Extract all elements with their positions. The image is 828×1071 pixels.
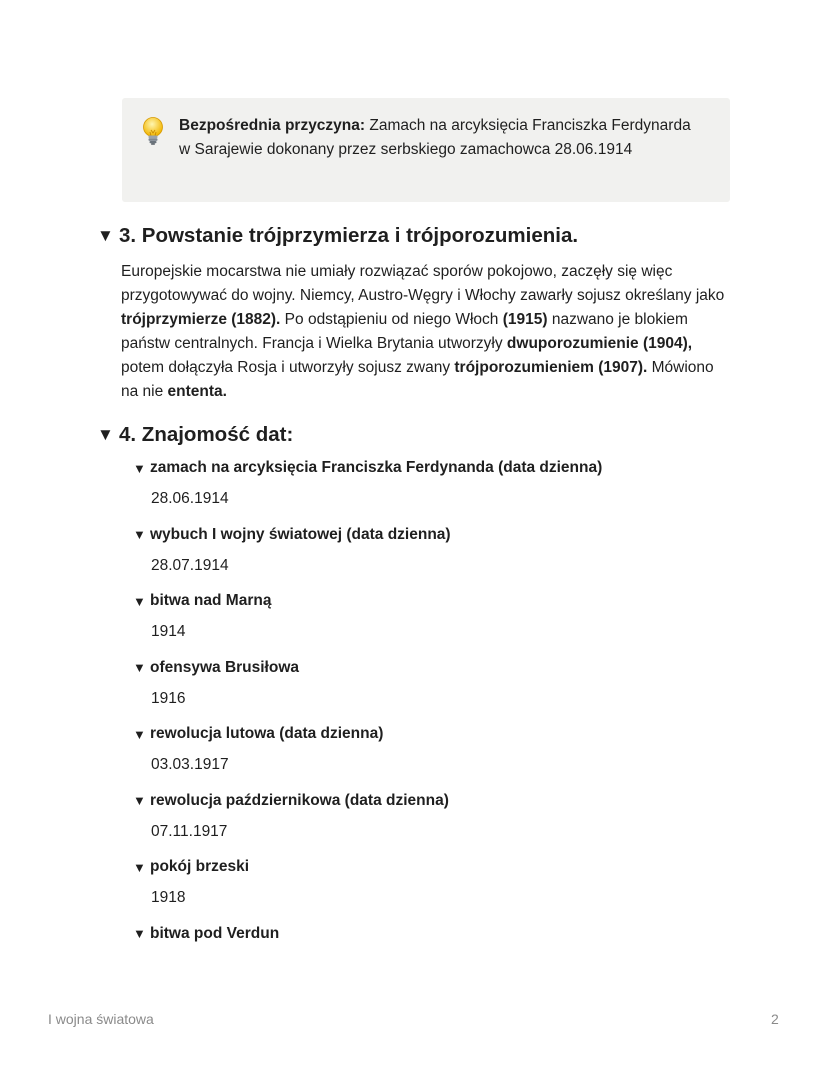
callout-box <box>122 98 730 202</box>
caret-down-icon: ▼ <box>133 926 146 941</box>
callout-text <box>179 114 699 162</box>
section-4-title: 4. Znajomość dat: <box>119 423 294 446</box>
caret-down-icon: ▼ <box>97 226 114 245</box>
lightbulb-icon <box>140 116 166 146</box>
text-bold: trójprzymierze (1882). <box>121 311 281 328</box>
caret-down-icon: ▼ <box>133 793 146 808</box>
caret-down-icon: ▼ <box>133 660 146 675</box>
date-toggle[interactable] <box>133 523 753 547</box>
section-3-toggle[interactable] <box>97 222 747 250</box>
callout-label: Bezpośrednia przyczyna: <box>179 117 366 134</box>
section-4-toggle[interactable] <box>97 421 747 449</box>
section-3 <box>97 222 747 404</box>
caret-down-icon: ▼ <box>133 527 146 542</box>
date-toggle[interactable] <box>133 722 753 746</box>
date-value: 03.03.1917 <box>151 756 229 773</box>
date-value: 1916 <box>151 689 186 707</box>
text-bold: trójporozumieniem (1907). <box>454 359 648 376</box>
list-item <box>133 789 753 856</box>
date-label: bitwa pod Verdun <box>150 924 280 942</box>
date-value: 1918 <box>151 889 186 906</box>
date-value: 28.07.1914 <box>151 556 229 574</box>
footer-title: I wojna światowa <box>48 1011 154 1027</box>
date-label: bitwa nad Marną <box>150 592 272 609</box>
date-toggle[interactable] <box>133 855 753 879</box>
date-value: 07.11.1917 <box>151 822 228 840</box>
date-label: wybuch I wojny światowej (data dzienna) <box>150 525 451 543</box>
list-item <box>133 456 753 523</box>
date-label: zamach na arcyksięcia Franciszka Ferdynanda (data dzienna) <box>150 459 603 476</box>
list-item <box>133 523 753 590</box>
date-toggle[interactable] <box>133 789 753 813</box>
section-3-body <box>121 260 733 404</box>
text-bold: (1915) <box>502 311 548 328</box>
list-item <box>133 589 753 656</box>
page-number: 2 <box>771 1011 779 1027</box>
caret-down-icon: ▼ <box>133 726 146 742</box>
dates-list <box>133 456 753 988</box>
date-toggle[interactable] <box>133 589 753 613</box>
list-item <box>133 722 753 789</box>
date-toggle[interactable] <box>133 656 753 680</box>
date-label: rewolucja październikowa (data dzienna) <box>150 791 449 809</box>
date-toggle[interactable] <box>133 922 753 946</box>
date-value: 1914 <box>151 623 186 640</box>
text-part: Po odstąpieniu od niego Włoch <box>280 311 503 328</box>
callout-body: Zamach na arcyksięcia Franciszka Ferdynarda w Sarajewie dokonany przez serbskiego zamachowca 28.06.1914 <box>179 117 691 158</box>
caret-down-icon: ▼ <box>133 859 146 875</box>
date-label: rewolucja lutowa (data dzienna) <box>150 725 384 742</box>
date-value: 28.06.1914 <box>151 490 229 507</box>
date-label: ofensywa Brusiłowa <box>150 658 300 676</box>
text-part: Europejskie mocarstwa nie umiały rozwiązać sporów pokojowo, zaczęły się więc przygotowywać do wojny. Niemcy, Austro-Węgry i Włochy zawarły sojusz określany jako <box>121 263 725 304</box>
caret-down-icon: ▼ <box>97 425 114 444</box>
text-part: potem dołączyła Rosja i utworzyły sojusz zwany <box>121 359 455 376</box>
text-part: Mówiono na nie <box>121 359 714 400</box>
list-item <box>133 922 753 989</box>
caret-down-icon: ▼ <box>133 593 146 609</box>
text-bold: dwuporozumienie (1904), <box>506 335 693 352</box>
text-part: nazwano je blokiem państw centralnych. Francja i Wielka Brytania utworzyły <box>121 311 688 352</box>
text-bold: ententa. <box>167 383 227 400</box>
section-3-title: 3. Powstanie trójprzymierza i trójporozumienia. <box>119 224 579 247</box>
date-label: pokój brzeski <box>150 858 250 875</box>
list-item <box>133 656 753 723</box>
list-item <box>133 855 753 922</box>
date-toggle[interactable] <box>133 456 753 480</box>
caret-down-icon: ▼ <box>133 460 146 476</box>
section-4 <box>97 421 747 449</box>
